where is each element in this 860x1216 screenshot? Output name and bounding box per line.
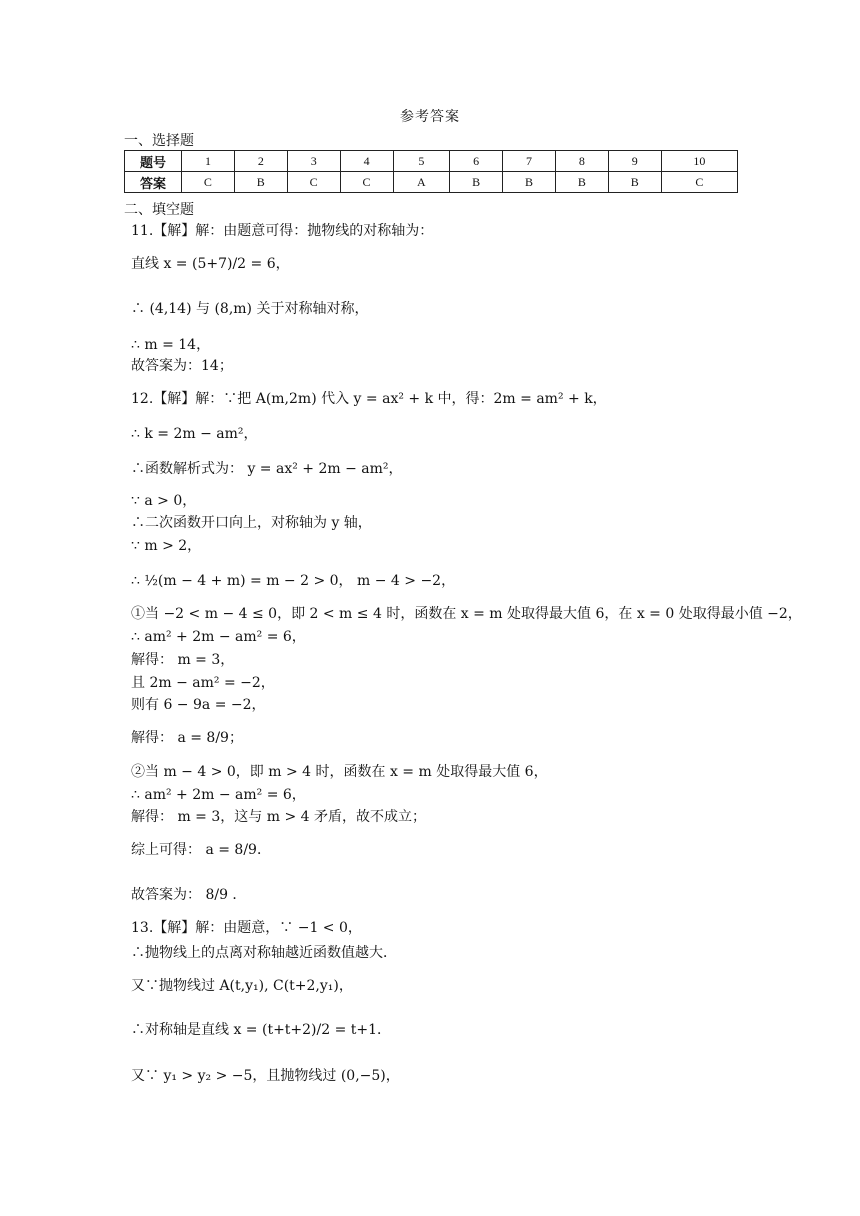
table-cell: B (450, 172, 503, 193)
answer-table (124, 150, 738, 193)
solution-line: ∵ a > 0， (131, 493, 197, 509)
solution-line: ∴ am² + 2m − am² = 6， (131, 629, 306, 645)
solution-line: 又∵ y₁ > y₂ > −5，且抛物线过 (0,−5)， (131, 1068, 400, 1084)
solution-line: 解得： m = 3， (131, 652, 235, 668)
table-cell: B (503, 172, 556, 193)
table-cell: 8 (555, 151, 608, 172)
table-cell: 1 (182, 151, 235, 172)
section-fill-heading: 二、填空题 (124, 202, 194, 218)
table-cell: 10 (661, 151, 737, 172)
solution-line: ∴ (4,14) 与 (8,m) 关于对称轴对称， (131, 301, 369, 317)
solution-line: ∵ m > 2， (131, 538, 202, 554)
solution-line: ∴ ½(m − 4 + m) = m − 2 > 0， m − 4 > −2， (131, 573, 456, 589)
table-header-number: 题号 (125, 151, 182, 172)
solution-line: ∴ am² + 2m − am² = 6， (131, 787, 306, 803)
solution-line: 13.【解】解：由题意，∵ −1 < 0， (131, 920, 362, 936)
table-cell: 4 (340, 151, 393, 172)
solution-line: 又∵抛物线过 A(t,y₁), C(t+2,y₁)， (131, 978, 353, 994)
table-cell: 9 (608, 151, 661, 172)
table-cell: C (182, 172, 235, 193)
solution-line: 综上可得： a = 8/9． (131, 842, 271, 858)
solution-line: 12.【解】解：∵把 A(m,2m) 代入 y = ax² + k 中，得：2m = am² + k， (131, 391, 607, 407)
solution-line: 直线 x = (5+7)/2 = 6， (131, 256, 290, 272)
solution-line: 且 2m − am² = −2， (131, 675, 275, 691)
table-cell: C (287, 172, 340, 193)
table-row-answers (125, 172, 738, 193)
solution-line: 11.【解】解：由题意可得：抛物线的对称轴为： (131, 223, 434, 239)
solution-line: ①当 −2 < m − 4 ≤ 0，即 2 < m ≤ 4 时，函数在 x = m 处取得最大值 6，在 x = 0 处取得最小值 −2， (131, 606, 802, 622)
table-cell: C (661, 172, 737, 193)
solution-line: 解得： m = 3，这与 m > 4 矛盾，故不成立； (131, 809, 426, 825)
table-cell: B (608, 172, 661, 193)
table-cell: A (393, 172, 450, 193)
solution-line: 解得： a = 8/9； (131, 730, 243, 746)
solution-line: ∴二次函数开口向上，对称轴为 y 轴， (131, 515, 372, 531)
solution-line: ∴函数解析式为： y = ax² + 2m − am²， (131, 461, 403, 477)
solution-line: 故答案为：14； (131, 358, 233, 374)
solution-line: ∴ k = 2m − am²， (131, 426, 258, 442)
solution-line: 则有 6 − 9a = −2， (131, 697, 266, 713)
table-cell: 2 (234, 151, 287, 172)
section-choice-heading: 一、选择题 (124, 133, 194, 149)
solution-line: 故答案为： 8/9 ． (131, 887, 247, 903)
table-cell: 5 (393, 151, 450, 172)
table-cell: 6 (450, 151, 503, 172)
table-cell: 3 (287, 151, 340, 172)
table-cell: B (555, 172, 608, 193)
solution-line: ∴对称轴是直线 x = (t+t+2)/2 = t+1． (131, 1022, 392, 1038)
table-cell: 7 (503, 151, 556, 172)
page-title: 参考答案 (400, 109, 460, 125)
solution-line: ②当 m − 4 > 0，即 m > 4 时，函数在 x = m 处取得最大值 6， (131, 764, 548, 780)
table-cell: B (234, 172, 287, 193)
table-row-numbers (125, 151, 738, 172)
solution-line: ∴ m = 14， (131, 337, 211, 353)
solution-line: ∴抛物线上的点离对称轴越近函数值越大． (131, 945, 397, 961)
table-header-answer: 答案 (125, 172, 182, 193)
table-cell: C (340, 172, 393, 193)
